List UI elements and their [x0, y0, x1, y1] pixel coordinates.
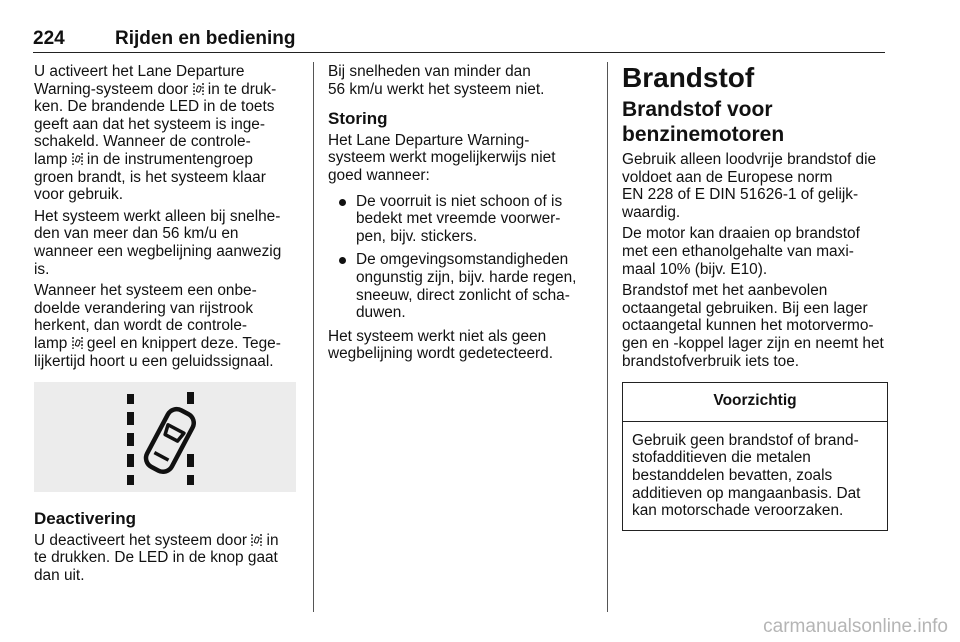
deactivering-heading: Deactivering	[34, 509, 137, 529]
section-subtitle: Brandstof voor benzinemotoren	[622, 98, 785, 146]
paragraph: Het Lane Departure Warning- systeem werkt mogelijkerwijs niet goed wanneer:	[328, 131, 556, 184]
column-divider	[313, 62, 314, 612]
caution-body: Gebruik geen brandstof of brand- stofadditieven die metalen bestanddelen bevatten, zoals additieven op mangaanbasis. Dat kan motorschade veroorzaken.	[632, 431, 861, 520]
paragraph: Brandstof met het aanbevolen octaangetal gebruiken. Bij een lager octaangetal kunnen het motorvermo- gen en -koppel lager zijn en neemt het brandstofverbruik iets toe.	[622, 282, 884, 370]
watermark: carmanualsonline.info	[763, 616, 948, 637]
lane-departure-illustration	[34, 382, 296, 492]
text: Wanneer het systeem een onbe- doelde verandering van rijstrook herkent, dan wordt de controle- lamp	[34, 282, 257, 352]
bullet-list	[328, 193, 600, 322]
paragraph: Gebruik alleen loodvrije brandstof die voldoet aan de Europese norm EN 228 of E DIN 51626-1 of gelijk- waardig.	[622, 151, 877, 221]
storing-heading: Storing	[328, 109, 388, 129]
paragraph: De motor kan draaien op brandstof met een ethanolgehalte van maxi- maal 10% (bijv. E10).	[622, 225, 860, 278]
text: U deactiveert het systeem door	[34, 531, 252, 549]
column-divider	[607, 62, 608, 612]
paragraph: Het systeem werkt niet als geen wegbelijning wordt gedetecteerd.	[328, 327, 554, 363]
text: in te drukken. De LED in de knop gaat dan uit.	[34, 531, 279, 584]
list-item: De omgevingsomstandigheden ongunstig zijn, bijv. harde regen, sneeuw, direct zonlicht of scha- duwen.	[328, 251, 600, 321]
column-3	[622, 63, 890, 531]
column-1	[34, 63, 306, 588]
lane-departure-icon	[34, 382, 296, 492]
column-2	[328, 63, 600, 367]
page-header	[33, 28, 885, 53]
list-item: De voorruit is niet schoon of is bedekt met vreemde voorwer- pen, bijv. stickers.	[328, 193, 600, 246]
lane-departure-icon	[251, 534, 262, 546]
page-number: 224	[33, 28, 65, 49]
paragraph	[34, 282, 306, 370]
caution-title: Voorzichtig	[623, 383, 887, 422]
paragraph: Het systeem werkt alleen bij snelhe- den van meer dan 56 km/u en wanneer een wegbelijning aanwezig is.	[34, 207, 282, 278]
section-title: Brandstof	[622, 62, 755, 93]
lane-departure-icon	[72, 337, 83, 349]
lane-departure-icon	[72, 153, 83, 165]
caution-box	[622, 382, 888, 531]
text: in de instrumentengroep groen brandt, is het systeem klaar voor gebruik.	[34, 150, 266, 204]
lane-departure-icon	[193, 83, 204, 95]
paragraph	[34, 63, 306, 204]
paragraph	[34, 532, 306, 585]
text: U activeert het Lane Departure Warning-systeem door	[34, 63, 245, 98]
header-title: Rijden en bediening	[115, 28, 296, 49]
paragraph: Bij snelheden van minder dan 56 km/u werkt het systeem niet.	[328, 63, 545, 98]
text: geel en knippert deze. Tege- lijkertijd hoort u een geluidssignaal.	[34, 334, 281, 370]
text: in te druk- ken. De brandende LED in de toets geeft aan dat het systeem is inge- schakeld. Wanneer de controle- lamp	[34, 80, 277, 168]
